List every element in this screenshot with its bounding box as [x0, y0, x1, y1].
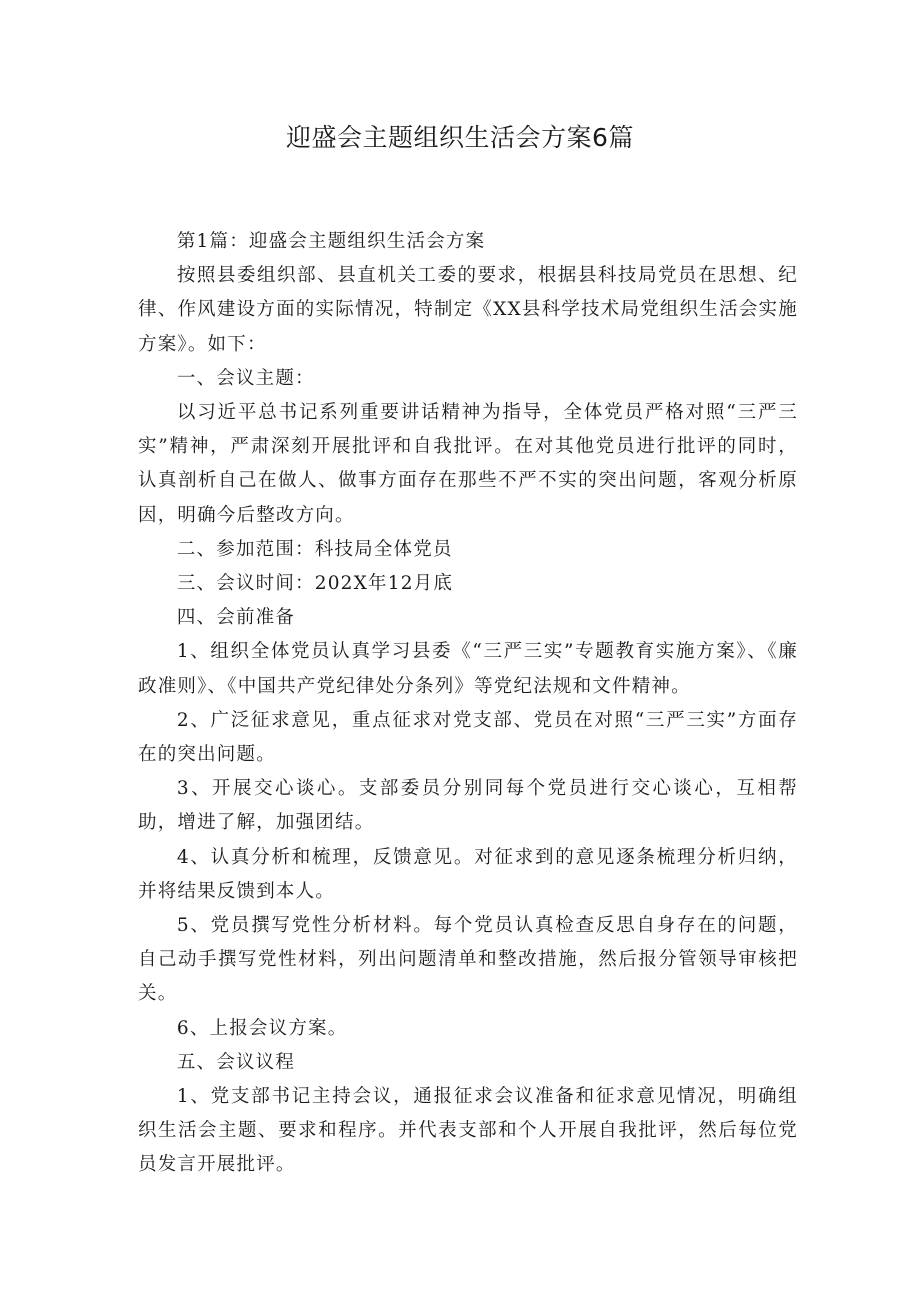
preparation-item-5: 5、党员撰写党性分析材料。每个党员认真检查反思自身存在的问题，自己动手撰写党性材料，列出问题清单和整改措施，然后报分管领导审核把关。: [138, 915, 798, 1005]
preparation-item-3: 3、开展交心谈心。支部委员分别同每个党员进行交心谈心，互相帮助，增进了解，加强团结。: [138, 778, 798, 834]
intro-paragraph: 按照县委组织部、县直机关工委的要求，根据县科技局党员在思想、纪律、作风建设方面的实际情况，特制定《XX县科学技术局党组织生活会实施方案》。如下：: [138, 265, 798, 355]
heading-preparation: 四、会前准备: [176, 607, 296, 629]
section-heading-part-1: 第1篇：迎盛会主题组织生活会方案: [176, 231, 486, 252]
document-title: 迎盛会主题组织生活会方案6篇: [286, 123, 634, 152]
heading-agenda: 五、会议议程: [176, 1051, 296, 1073]
heading-meeting-theme: 一、会议主题：: [176, 367, 315, 389]
preparation-item-6: 6、上报会议方案。: [176, 1017, 348, 1039]
heading-participants: 二、参加范围：科技局全体党员: [176, 538, 453, 560]
preparation-item-1: 1、组织全体党员认真学习县委《“三严三实”专题教育实施方案》、《廉政准则》、《中国共产党纪律处分条列》等党纪法规和文件精神。: [138, 641, 798, 697]
preparation-item-4: 4、认真分析和梳理，反馈意见。对征求到的意见逐条梳理分析归纳，并将结果反馈到本人。: [138, 846, 798, 902]
agenda-item-1: 1、党支部书记主持会议，通报征求会议准备和征求意见情况，明确组织生活会主题、要求和程序。并代表支部和个人开展自我批评，然后每位党员发言开展批评。: [138, 1086, 798, 1176]
heading-meeting-time: 三、会议时间：202X年12月底: [176, 573, 454, 595]
meeting-theme-paragraph: 以习近平总书记系列重要讲话精神为指导，全体党员严格对照“三严三实”精神，严肃深刻开展批评和自我批评。在对其他党员进行批评的同时，认真剖析自己在做人、做事方面存在那些不严不实的突出问题，客观分析原因，明确今后整改方向。: [138, 402, 798, 526]
preparation-item-2: 2、广泛征求意见，重点征求对党支部、党员在对照“三严三实”方面存在的突出问题。: [138, 709, 798, 766]
document-body: [138, 225, 798, 1183]
